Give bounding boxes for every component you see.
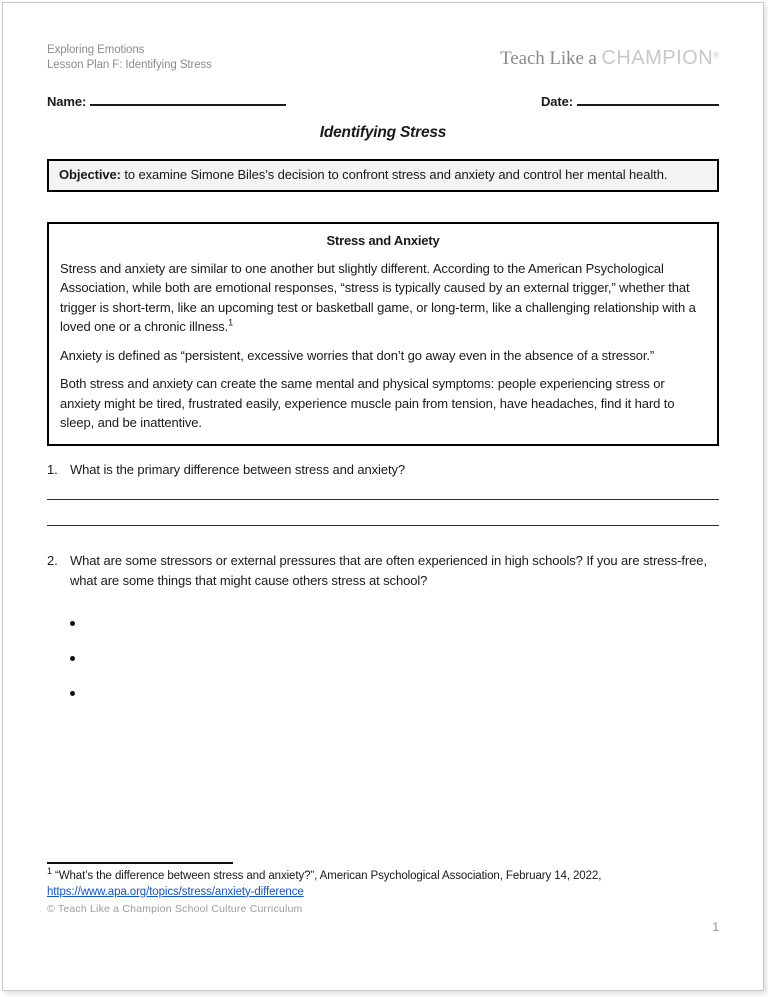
question-2-text: What are some stressors or external pressures that are often experienced in high schools? If you are stress-free, what are some things that might cause others stress at school?: [70, 553, 707, 588]
footnote-reference-marker: 1: [228, 317, 234, 328]
date-blank-line: [577, 93, 719, 106]
copyright-notice: © Teach Like a Champion School Culture Curriculum: [47, 903, 303, 915]
question-1-answer-line-1: [47, 479, 719, 500]
question-1: [47, 460, 719, 480]
brand-logo: [500, 47, 719, 70]
date-field: [541, 93, 719, 109]
question-2-number: 2.: [47, 553, 58, 568]
bullet-icon: [70, 656, 75, 661]
box-paragraph-3: Both stress and anxiety can create the same mental and physical symptoms: people experiencing stress or anxiety might be tired, frustrated easily, experience muscle pain from tension, have headaches, find it hard to sleep, and be inattentive.: [60, 376, 675, 430]
footnote-citation: [47, 866, 719, 900]
brand-logo-name: CHAMPION: [601, 47, 714, 69]
objective-text: [59, 166, 707, 184]
blank-space: [47, 721, 719, 862]
page-footer: [47, 862, 719, 990]
lesson-title: Lesson Plan F: Identifying Stress: [47, 59, 212, 71]
date-label: Date:: [540, 94, 573, 109]
objective-body: to examine Simone Biles’s decision to confront stress and anxiety and control her mental health.: [120, 167, 668, 182]
name-date-row: [47, 93, 719, 109]
bullet-item-2: [70, 651, 719, 686]
page-header: [47, 43, 719, 73]
box-paragraph-1-text: Stress and anxiety are similar to one another but slightly different. According to the American Psychological Association, while both are emotional responses, “stress is typically caused by an external trigger,” whether that trigger is short-term, like an upcoming test or basketball game, or long-term, like a challenging relationship with a loved one or a chronic illness.: [60, 260, 696, 334]
name-field: [47, 93, 286, 109]
footnote-link[interactable]: https://www.apa.org/topics/stress/anxiety-difference: [47, 885, 304, 898]
worksheet-page: [2, 2, 764, 991]
box-paragraph-2: Anxiety is defined as “persistent, excessive worries that don’t go away even in the absence of a stressor.”: [60, 347, 655, 363]
name-label: Name:: [47, 94, 87, 109]
course-title: Exploring Emotions: [47, 44, 145, 56]
stress-anxiety-box: [47, 222, 719, 446]
box-paragraph-1: [60, 259, 706, 337]
box-heading: Stress and Anxiety: [326, 233, 440, 248]
objective-label: Objective:: [59, 167, 121, 182]
question-2: [47, 551, 719, 590]
question-1-text: What is the primary difference between stress and anxiety?: [70, 461, 406, 477]
footnote-marker: 1: [47, 866, 52, 877]
question-1-number: 1.: [47, 461, 58, 477]
question-2-bullet-list: [70, 616, 719, 721]
registered-trademark-icon: ®: [713, 50, 719, 60]
question-1-answer-line-2: [47, 500, 719, 526]
bullet-item-3: [70, 686, 719, 721]
bullet-icon: [70, 621, 75, 626]
page-number: 1: [712, 920, 719, 934]
objective-box: [47, 159, 719, 192]
bullet-item-1: [70, 616, 719, 651]
brand-logo-prefix: Teach Like a: [500, 48, 602, 69]
footnote-text: “What’s the difference between stress and anxiety?”, American Psychological Association, February 14, 2022,: [51, 870, 602, 882]
name-blank-line: [90, 93, 286, 106]
header-course-block: [47, 43, 212, 73]
bullet-icon: [70, 691, 75, 696]
page-title: Identifying Stress: [319, 124, 447, 141]
footnote-separator-rule: [47, 862, 233, 864]
